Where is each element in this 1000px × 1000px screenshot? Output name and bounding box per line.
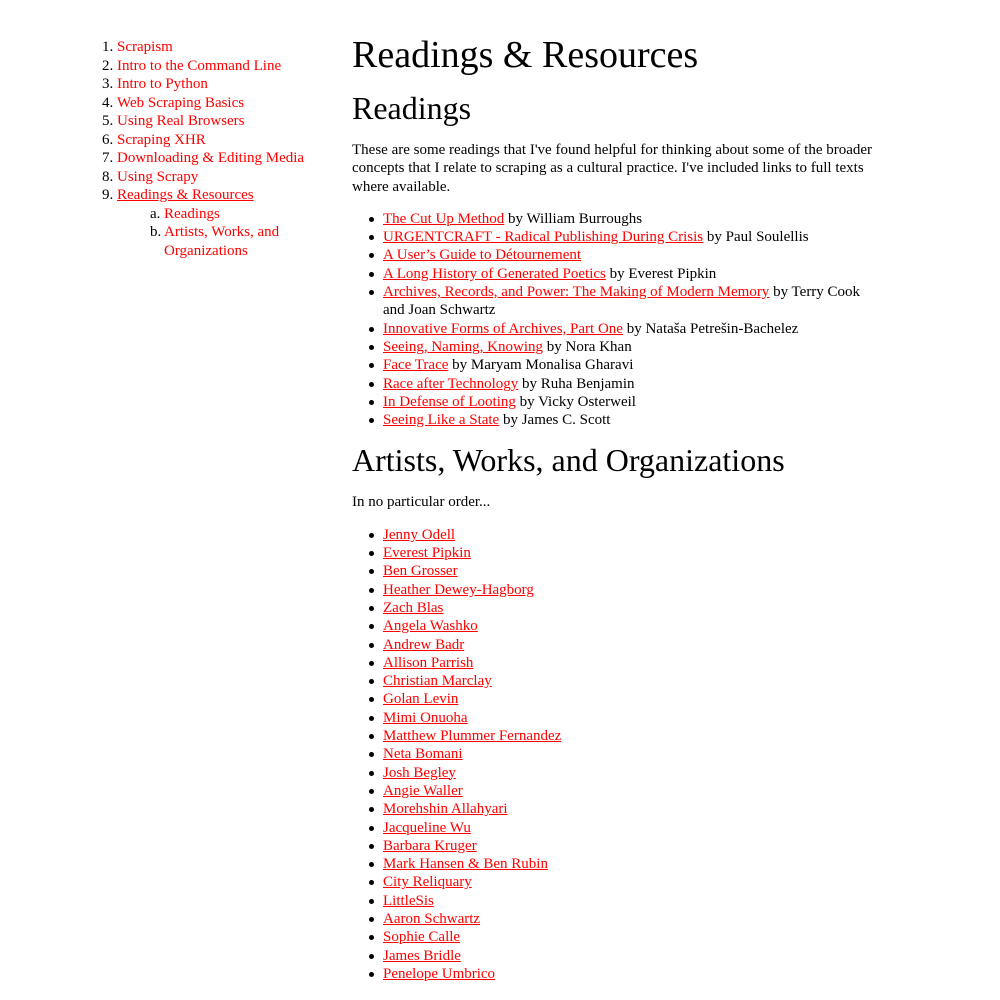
- subsection-letter: b.: [150, 224, 162, 240]
- nav-chapter: [102, 94, 312, 113]
- nav-chapter: [102, 131, 312, 150]
- artist-item: [352, 855, 882, 873]
- readings-heading: Readings: [352, 90, 472, 126]
- reading-item: [352, 375, 882, 393]
- artist-item: [352, 928, 882, 946]
- reading-item: [352, 411, 882, 429]
- nav-chapter-link[interactable]: Intro to the Command Line: [117, 57, 282, 74]
- artist-link[interactable]: Zach Blas: [383, 599, 444, 616]
- artist-link[interactable]: Aaron Schwartz: [383, 910, 481, 927]
- artist-item: [352, 654, 882, 672]
- reading-item: [352, 265, 882, 283]
- reading-item: [352, 246, 882, 264]
- nav-chapter: [102, 186, 312, 260]
- nav-chapter-link[interactable]: Readings & Resources: [117, 187, 254, 203]
- reading-author: by Nora Khan: [542, 338, 632, 355]
- chapter-number: 3.: [102, 76, 114, 92]
- reading-author: by William Burroughs: [504, 210, 643, 227]
- nav-chapter: [102, 112, 312, 131]
- artist-link[interactable]: Allison Parrish: [383, 654, 474, 671]
- nav-chapter-link[interactable]: Web Scraping Basics: [117, 94, 245, 111]
- artist-link[interactable]: Ben Grosser: [383, 563, 458, 580]
- reading-item: [352, 393, 882, 411]
- chapter-number: 5.: [102, 113, 114, 129]
- artist-item: [352, 819, 882, 837]
- nav-chapter-link[interactable]: Scraping XHR: [117, 131, 206, 148]
- reading-link[interactable]: A Long History of Generated Poetics: [383, 265, 606, 282]
- nav-chapter-link[interactable]: Scrapism: [117, 39, 173, 55]
- artist-item: [352, 526, 882, 544]
- nav-chapter: [102, 168, 312, 187]
- artist-item: [352, 782, 882, 800]
- artist-item: [352, 910, 882, 928]
- nav-chapter-link[interactable]: Using Scrapy: [117, 168, 199, 185]
- artist-item: [352, 764, 882, 782]
- nav-chapter-link[interactable]: Intro to Python: [117, 76, 208, 92]
- artist-link[interactable]: Josh Begley: [383, 764, 456, 781]
- artist-item: [352, 544, 882, 562]
- artist-link[interactable]: Mimi Onuoha: [383, 709, 468, 726]
- reading-author: by Maryam Monalisa Gharavi: [448, 357, 634, 374]
- chapter-number: 6.: [102, 131, 114, 148]
- reading-author: by Vicky Osterweil: [515, 393, 636, 410]
- reading-author: by James C. Scott: [499, 412, 611, 429]
- reading-item: [352, 338, 882, 356]
- nav-chapter: [102, 57, 312, 76]
- artist-item: [352, 873, 882, 891]
- page-title: Readings & Resources: [352, 34, 699, 76]
- artist-item: [352, 800, 882, 818]
- artist-item: [352, 562, 882, 580]
- chapter-number: 1.: [102, 39, 114, 55]
- artist-item: [352, 690, 882, 708]
- artist-link[interactable]: Jenny Odell: [383, 526, 456, 543]
- reading-link[interactable]: Seeing Like a State: [383, 412, 500, 429]
- reading-link[interactable]: URGENTCRAFT - Radical Publishing During Crisis: [383, 229, 704, 246]
- artist-link[interactable]: Neta Bomani: [383, 746, 463, 763]
- artist-link[interactable]: Jacqueline Wu: [383, 819, 471, 836]
- artist-link[interactable]: Morehshin Allahyari: [383, 801, 508, 818]
- artist-item: [352, 892, 882, 910]
- reading-author: by Paul Soulellis: [703, 229, 809, 246]
- table-of-contents: [102, 38, 312, 260]
- nav-chapter: [102, 75, 312, 94]
- chapter-number: 4.: [102, 94, 114, 111]
- artist-link[interactable]: Barbara Kruger: [383, 837, 477, 854]
- artist-link[interactable]: Angie Waller: [383, 782, 463, 799]
- artist-link[interactable]: Christian Marclay: [383, 673, 492, 690]
- reading-link[interactable]: Archives, Records, and Power: The Making of Modern Memory: [383, 284, 770, 301]
- artist-link[interactable]: Angela Washko: [383, 618, 478, 635]
- reading-item: [352, 320, 882, 338]
- artist-link[interactable]: Andrew Badr: [383, 636, 465, 653]
- artist-link[interactable]: Matthew Plummer Fernandez: [383, 728, 562, 745]
- nav-chapter: [102, 149, 312, 168]
- chapter-number: 9.: [102, 187, 114, 203]
- artist-item: [352, 672, 882, 690]
- reading-item: [352, 356, 882, 374]
- reading-item: [352, 210, 882, 228]
- nav-subsection: [117, 205, 312, 224]
- artist-link[interactable]: Everest Pipkin: [383, 545, 471, 562]
- main-content: [352, 0, 882, 983]
- artist-item: [352, 617, 882, 635]
- chapter-list: [102, 38, 312, 260]
- nav-subsection-link[interactable]: Artists, Works, and Organizations: [164, 224, 280, 259]
- reading-author: by Nataša Petrešin-Bachelez: [622, 320, 799, 337]
- reading-item: [352, 228, 882, 246]
- reading-author: by Ruha Benjamin: [518, 375, 635, 392]
- reading-link[interactable]: Face Trace: [383, 357, 449, 374]
- artist-link[interactable]: James Bridle: [383, 947, 461, 964]
- artists-list: [352, 526, 882, 983]
- nav-chapter-link[interactable]: Using Real Browsers: [117, 113, 245, 129]
- reading-link[interactable]: Innovative Forms of Archives, Part One: [383, 320, 623, 337]
- artists-heading: Artists, Works, and Organizations: [352, 442, 785, 479]
- artist-item: [352, 837, 882, 855]
- readings-list: [352, 210, 882, 430]
- artist-link[interactable]: City Reliquary: [383, 874, 472, 891]
- artist-item: [352, 636, 882, 654]
- reading-link[interactable]: The Cut Up Method: [383, 210, 505, 227]
- chapter-number: 8.: [102, 168, 114, 185]
- artist-link[interactable]: Penelope Umbrico: [383, 965, 496, 982]
- subsection-list: [117, 205, 312, 261]
- artist-link[interactable]: LittleSis: [383, 892, 434, 909]
- reading-link[interactable]: In Defense of Looting: [383, 393, 516, 410]
- chapter-number: 7.: [102, 150, 114, 166]
- readings-intro: These are some readings that I've found helpful for thinking about some of the broader concepts that I relate to scraping as a cultural practice. I've included links to full texts where available.: [352, 142, 873, 195]
- artist-link[interactable]: Heather Dewey-Hagborg: [383, 581, 534, 598]
- reading-author: by Everest Pipkin: [605, 265, 717, 282]
- artist-item: [352, 727, 882, 745]
- reading-link[interactable]: A User’s Guide to Détournement: [383, 247, 582, 264]
- artist-item: [352, 599, 882, 617]
- reading-link[interactable]: Race after Technology: [383, 375, 519, 392]
- artist-item: [352, 581, 882, 599]
- artist-link[interactable]: Golan Levin: [383, 691, 459, 708]
- artists-intro: In no particular order...: [352, 494, 491, 511]
- artist-link[interactable]: Sophie Calle: [383, 929, 461, 946]
- nav-subsection-link[interactable]: Readings: [164, 205, 220, 222]
- artist-item: [352, 947, 882, 965]
- reading-link[interactable]: Seeing, Naming, Knowing: [383, 338, 543, 355]
- artist-item: [352, 709, 882, 727]
- chapter-number: 2.: [102, 57, 114, 74]
- nav-subsection: [117, 223, 312, 260]
- reading-item: [352, 283, 882, 320]
- artist-item: [352, 745, 882, 763]
- nav-chapter-link[interactable]: Downloading & Editing Media: [117, 150, 305, 166]
- subsection-letter: a.: [150, 205, 161, 222]
- artist-link[interactable]: Mark Hansen & Ben Rubin: [383, 856, 548, 873]
- nav-chapter: [102, 38, 312, 57]
- artist-item: [352, 965, 882, 983]
- reading-author: by Terry Cook and Joan Schwartz: [383, 284, 861, 319]
